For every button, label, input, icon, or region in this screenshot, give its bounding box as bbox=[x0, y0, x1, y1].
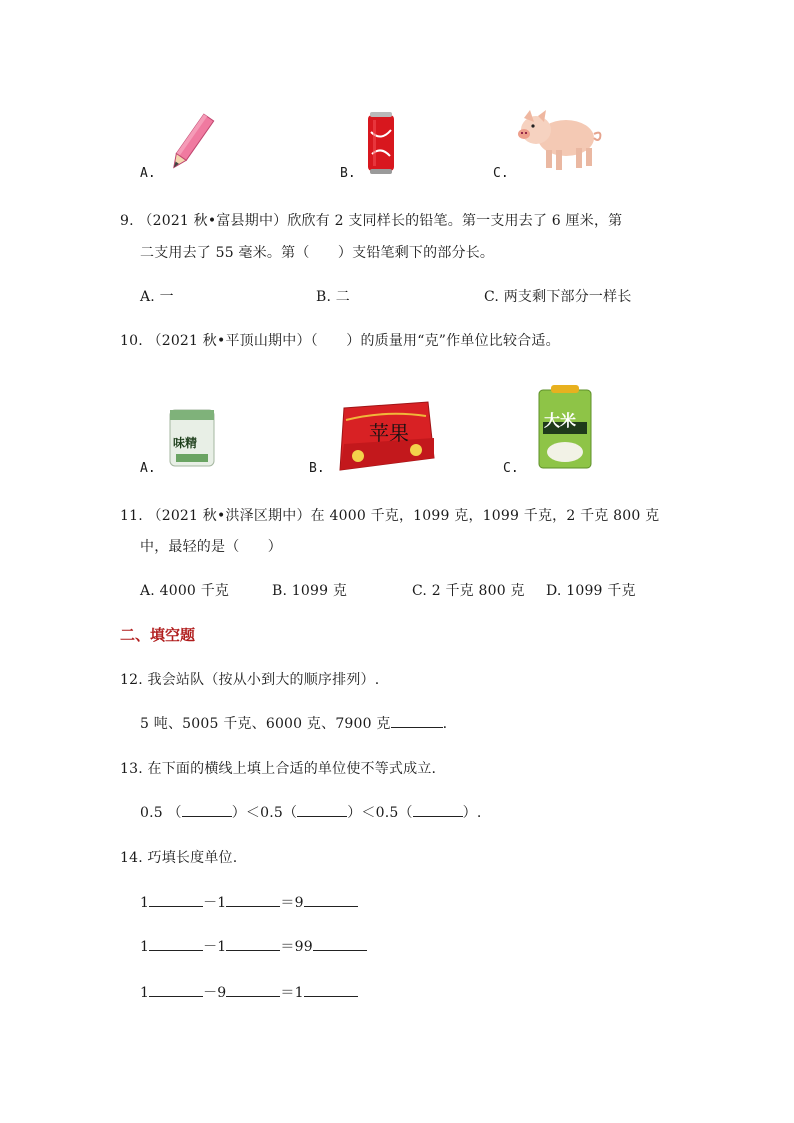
apple-box-text: 苹果 bbox=[369, 421, 409, 445]
q11-option-c[interactable]: C. 2 千克 800 克 bbox=[412, 583, 525, 599]
q14-row2-b: －1 bbox=[203, 939, 227, 955]
q14-row1-blank-1[interactable] bbox=[149, 892, 203, 907]
q14-row3-a: 1 bbox=[140, 985, 150, 1001]
q14-row-1 bbox=[140, 892, 358, 912]
q12-tail: . bbox=[442, 716, 448, 732]
pig-icon bbox=[516, 104, 604, 174]
q13-blank-3[interactable] bbox=[413, 802, 463, 817]
q14-row2-blank-3[interactable] bbox=[313, 936, 367, 951]
q14-row3-blank-1[interactable] bbox=[149, 982, 203, 997]
q9-option-b[interactable]: B. 二 bbox=[316, 289, 350, 305]
q12-list-text: 5 吨、5005 千克、6000 克、7900 克 bbox=[140, 716, 391, 732]
q9-stem-line1: 9. （2021 秋•富县期中）欣欣有 2 支同样长的铅笔。第一支用去了 6 厘米，第 bbox=[120, 213, 623, 229]
rice-bag-text: 大米 bbox=[544, 411, 577, 430]
msg-bag-image bbox=[168, 408, 216, 468]
q13-part-4: ）. bbox=[462, 805, 482, 821]
q11-stem-line1: 11. （2021 秋•洪泽区期中）在 4000 千克，1099 克，1099 千克，2 千克 800 克 bbox=[120, 508, 660, 524]
q11-stem-line2: 中，最轻的是（ ） bbox=[140, 539, 282, 555]
q14-row3-blank-3[interactable] bbox=[304, 982, 358, 997]
q11-option-d[interactable]: D. 1099 千克 bbox=[546, 583, 636, 599]
q13-inequality bbox=[140, 802, 482, 822]
q13-blank-1[interactable] bbox=[182, 802, 232, 817]
q14-row1-blank-2[interactable] bbox=[226, 892, 280, 907]
q13-stem: 13. 在下面的横线上填上合适的单位使不等式成立. bbox=[120, 761, 437, 777]
q14-row2-c: ＝99 bbox=[280, 939, 313, 955]
q14-row2-blank-2[interactable] bbox=[226, 936, 280, 951]
q10-option-c-label[interactable]: C. bbox=[503, 461, 519, 476]
q14-row3-blank-2[interactable] bbox=[226, 982, 280, 997]
q14-row1-c: ＝9 bbox=[280, 895, 304, 911]
q14-row-3 bbox=[140, 982, 358, 1002]
q13-blank-2[interactable] bbox=[297, 802, 347, 817]
q14-row3-b: －9 bbox=[203, 985, 227, 1001]
q12-answer-blank[interactable] bbox=[391, 713, 443, 728]
q13-part-1: 0.5 （ bbox=[140, 805, 182, 821]
apple-box-image bbox=[336, 400, 436, 472]
q14-row3-c: ＝1 bbox=[280, 985, 304, 1001]
q14-row1-a: 1 bbox=[140, 895, 150, 911]
q8-option-b-label[interactable]: B. bbox=[340, 166, 356, 181]
q11-option-a[interactable]: A. 4000 千克 bbox=[140, 583, 230, 599]
q9-stem-line2: 二支用去了 55 毫米。第（ ）支铅笔剩下的部分长。 bbox=[140, 245, 495, 261]
msg-bag-text: 味精 bbox=[173, 436, 198, 450]
q10-option-a-label[interactable]: A. bbox=[140, 461, 156, 476]
q14-row1-b: －1 bbox=[203, 895, 227, 911]
rice-bag-image bbox=[537, 384, 593, 470]
q12-items bbox=[140, 713, 447, 733]
q8-option-a-label[interactable]: A. bbox=[140, 166, 156, 181]
section-title-fill-in: 二、填空题 bbox=[120, 626, 196, 644]
cola-can-image bbox=[367, 112, 395, 174]
q12-stem: 12. 我会站队（按从小到大的顺序排列）. bbox=[120, 672, 380, 688]
q10-option-b-label[interactable]: B. bbox=[309, 461, 325, 476]
q14-row2-blank-1[interactable] bbox=[149, 936, 203, 951]
q13-part-3: ）＜0.5（ bbox=[347, 805, 413, 821]
cola-can-icon bbox=[367, 112, 395, 174]
pencil-image bbox=[166, 110, 216, 176]
q14-row2-a: 1 bbox=[140, 939, 150, 955]
q9-option-a[interactable]: A. 一 bbox=[140, 289, 174, 305]
pig-image bbox=[516, 104, 604, 174]
q14-stem: 14. 巧填长度单位. bbox=[120, 850, 238, 866]
q13-part-2: ）＜0.5（ bbox=[231, 805, 298, 821]
q10-stem: 10. （2021 秋•平顶山期中）（ ）的质量用“克”作单位比较合适。 bbox=[120, 333, 560, 349]
q14-row-2 bbox=[140, 936, 367, 956]
q14-row1-blank-3[interactable] bbox=[304, 892, 358, 907]
q8-option-c-label[interactable]: C. bbox=[493, 166, 509, 181]
pencil-icon bbox=[166, 110, 216, 176]
q9-option-c[interactable]: C. 两支剩下部分一样长 bbox=[484, 289, 632, 305]
q11-option-b[interactable]: B. 1099 克 bbox=[272, 583, 348, 599]
